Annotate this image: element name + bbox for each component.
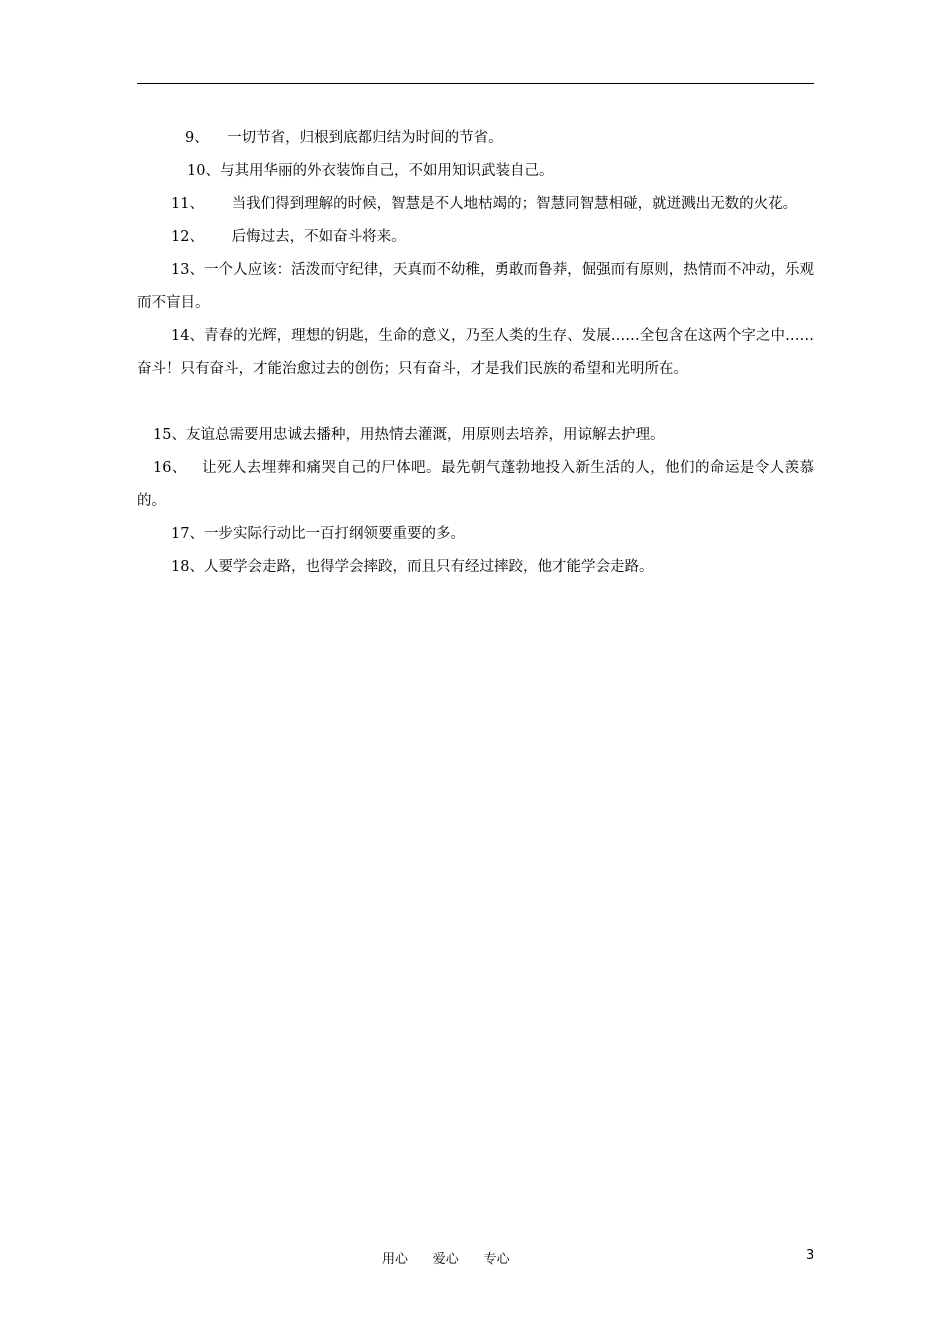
item-number: 13、 — [171, 262, 204, 278]
item-text: 人要学会走路，也得学会摔跤，而且只有经过摔跤，他才能学会走路。 — [203, 559, 654, 575]
item-number: 16、 — [153, 460, 187, 476]
list-item — [137, 551, 814, 584]
item-text: 与其用华丽的外衣装饰自己，不如用知识武装自己。 — [219, 163, 554, 179]
item-text: 一切节省，归根到底都归结为时间的节省。 — [227, 130, 503, 146]
page-number: 3 — [806, 1248, 815, 1263]
quote-list — [137, 122, 814, 584]
item-number: 9、 — [185, 130, 209, 146]
item-number: 15、 — [153, 427, 186, 443]
header-rule — [137, 83, 814, 84]
list-item — [137, 419, 814, 452]
item-text: 青春的光辉，理想的钥匙，生命的意义，乃至人类的生存、发展……全包含在这两个字之中……奋斗！只有奋斗，才能治愈过去的创伤；只有奋斗，才是我们民族的希望和光明所在。 — [137, 328, 815, 377]
item-number: 11、 — [171, 196, 204, 212]
item-text: 让死人去埋葬和痛哭自己的尸体吧。最先朝气蓬勃地投入新生活的人，他们的命运是令人羡慕的。 — [137, 460, 815, 509]
list-item — [137, 320, 814, 386]
page-footer — [0, 1248, 950, 1268]
item-text: 当我们得到理解的时候，智慧是不人地枯竭的；智慧同智慧相碰，就迸溅出无数的火花。 — [231, 196, 798, 212]
list-item — [137, 155, 814, 188]
list-item — [137, 221, 814, 254]
item-text: 一个人应该：活泼而守纪律，天真而不幼稚，勇敢而鲁莽，倔强而有原则，热情而不冲动，乐观而不盲目。 — [137, 262, 814, 311]
item-text: 友谊总需要用忠诚去播种，用热情去灌溉，用原则去培养，用谅解去护理。 — [185, 427, 665, 443]
item-number: 17、 — [171, 526, 204, 542]
footer-motto: 用心 爱心 专心 — [382, 1252, 510, 1267]
list-item — [137, 188, 814, 221]
item-text: 后悔过去，不如奋斗将来。 — [231, 229, 406, 245]
item-number: 14、 — [171, 328, 205, 344]
list-item — [137, 518, 814, 551]
list-item — [137, 254, 814, 320]
item-number: 10、 — [187, 163, 220, 179]
item-number: 18、 — [171, 559, 204, 575]
item-text: 一步实际行动比一百打纲领要重要的多。 — [203, 526, 465, 542]
list-item — [137, 452, 814, 518]
item-number: 12、 — [171, 229, 204, 245]
list-item — [137, 122, 814, 155]
